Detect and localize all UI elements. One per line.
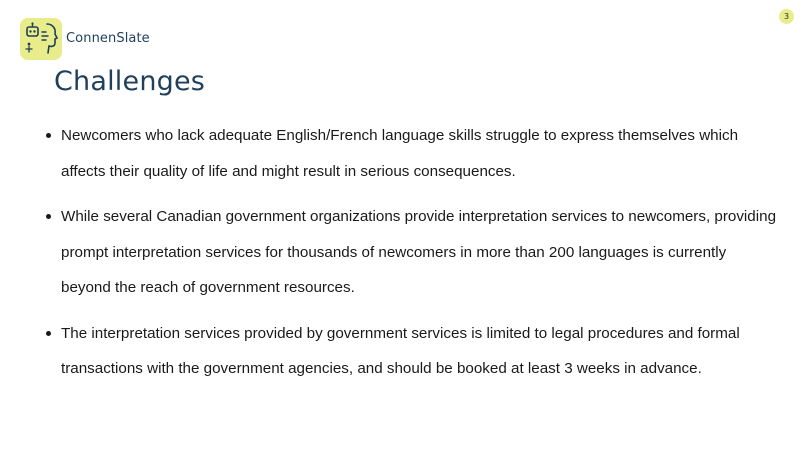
brand-name: ConnenSlate bbox=[66, 31, 150, 46]
bullet-item: While several Canadian government organizations provide interpretation services to newcomers, providing prompt interpretation services for thousands of newcomers in more than 200 languages is currently beyond the reach of government resources. bbox=[40, 199, 780, 306]
robot-face-logo-icon bbox=[20, 18, 62, 60]
bullet-list bbox=[40, 118, 780, 397]
page-number-badge: 3 bbox=[779, 9, 794, 24]
bullet-item: Newcomers who lack adequate English/French language skills struggle to express themselves which affects their quality of life and might result in serious consequences. bbox=[40, 118, 780, 189]
bullet-item: The interpretation services provided by government services is limited to legal procedures and formal transactions with the government agencies, and should be booked at least 3 weeks in advance. bbox=[40, 316, 780, 387]
slide-title: Challenges bbox=[54, 66, 206, 97]
